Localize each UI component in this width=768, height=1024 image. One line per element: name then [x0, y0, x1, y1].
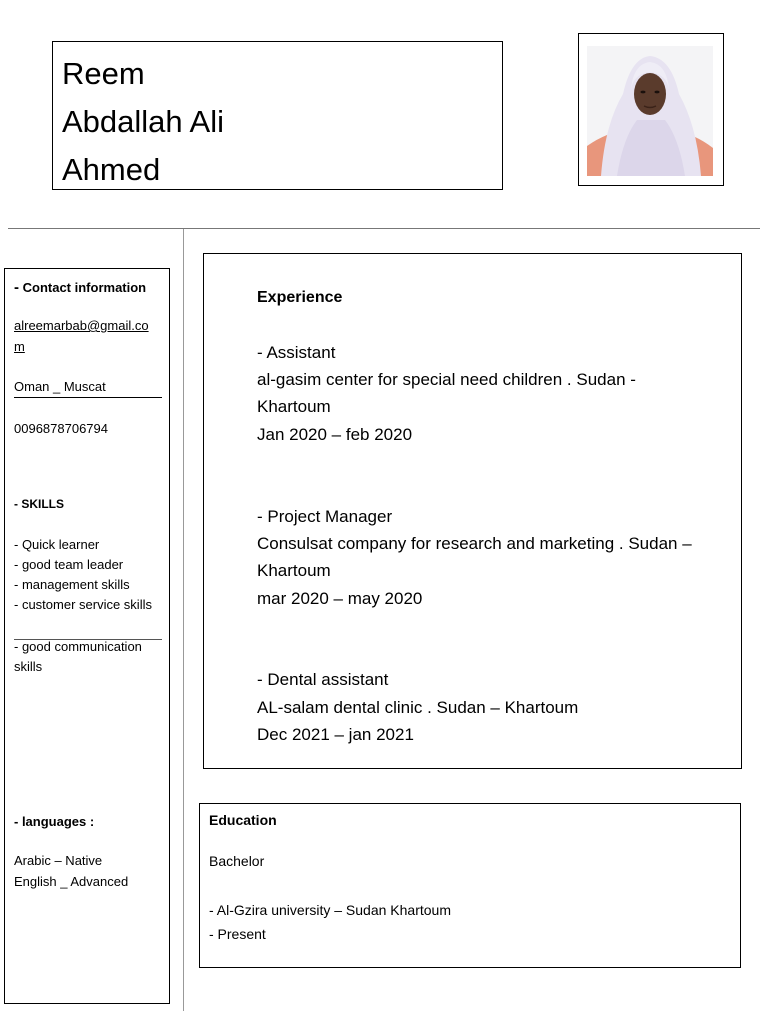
header-divider — [8, 228, 760, 229]
job-role: - Assistant — [257, 343, 336, 362]
languages-heading: - languages : — [14, 814, 95, 829]
contact-heading: - Contact information — [14, 279, 147, 296]
location-text: Oman _ Muscat — [14, 379, 106, 394]
education-institution: - Al-Gzira university – Sudan Khartoum — [209, 902, 451, 918]
column-divider — [183, 229, 184, 1011]
job-dates: Dec 2021 – jan 2021 — [257, 725, 414, 744]
skill-item-extra-2: skills — [14, 659, 43, 674]
email-line-1[interactable]: alreemarbab@gmail.co — [14, 318, 149, 333]
job-org: al-gasim center for special need children . Sudan - — [257, 370, 636, 389]
sidebar — [4, 268, 170, 1004]
job-org: AL-salam dental clinic . Sudan – Khartoum — [257, 698, 579, 717]
education-heading: Education — [209, 812, 277, 828]
job-org-cont: Khartoum — [257, 397, 331, 416]
education-section — [199, 803, 741, 968]
job-org: Consulsat company for research and marketing . Sudan – — [257, 534, 692, 553]
skill-item-extra-1: - good communication — [14, 639, 142, 654]
skill-item: - management skills — [14, 577, 130, 592]
skill-item: - Quick learner — [14, 537, 100, 552]
profile-photo — [578, 33, 724, 186]
language-item: Arabic – Native — [14, 853, 103, 868]
job-role: - Dental assistant — [257, 670, 389, 689]
education-degree: Bachelor — [209, 853, 265, 869]
location-rule — [14, 397, 162, 398]
email-line-2[interactable]: m — [14, 339, 25, 354]
name-box — [52, 41, 503, 190]
job-dates: mar 2020 – may 2020 — [257, 589, 423, 608]
experience-section — [203, 253, 742, 769]
job-org-cont: Khartoum — [257, 561, 331, 580]
portrait-image — [587, 46, 713, 176]
name-line-2: Abdallah Ali — [62, 104, 225, 139]
skill-item: - customer service skills — [14, 597, 152, 612]
phone-text: 0096878706794 — [14, 421, 108, 436]
language-item: English _ Advanced — [14, 874, 129, 889]
education-status: - Present — [209, 926, 266, 942]
name-line-1: Reem — [62, 56, 145, 91]
job-dates: Jan 2020 – feb 2020 — [257, 425, 413, 444]
experience-heading: Experience — [257, 289, 343, 306]
skill-item: - good team leader — [14, 557, 124, 572]
name-line-3: Ahmed — [62, 152, 161, 187]
skills-heading: - SKILLS — [14, 497, 64, 511]
job-role: - Project Manager — [257, 507, 393, 526]
